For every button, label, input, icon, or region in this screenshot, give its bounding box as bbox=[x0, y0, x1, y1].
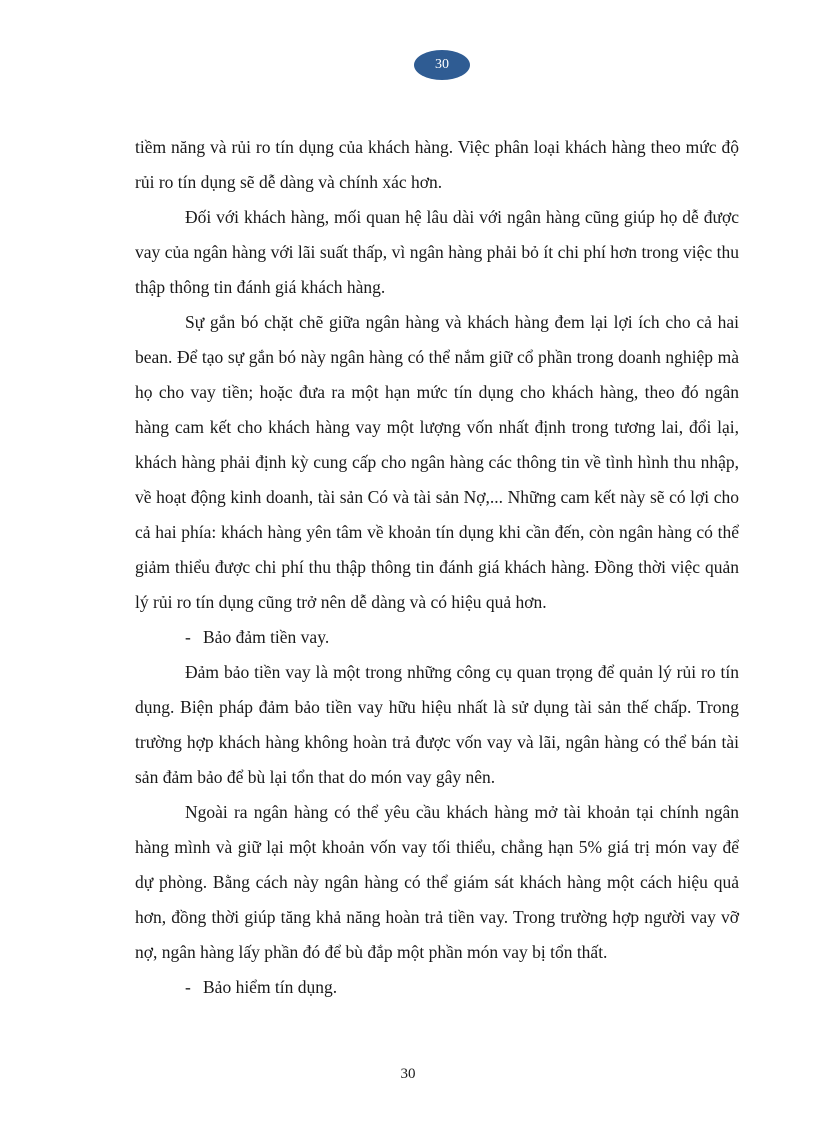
footer-page-number: 30 bbox=[400, 1066, 416, 1082]
paragraph: Đối với khách hàng, mối quan hệ lâu dài với ngân hàng cũng giúp họ dễ được vay của ngân hàng với lãi suất thấp, vì ngân hàng phải bỏ ít chi phí hơn trong việc thu thập thông tin đánh giá khách hàng. bbox=[135, 207, 739, 297]
bullet-text: Bảo hiểm tín dụng. bbox=[203, 977, 338, 997]
bullet-dash: - bbox=[185, 627, 191, 647]
paragraph: Ngoài ra ngân hàng có thể yêu cầu khách hàng mở tài khoản tại chính ngân hàng mình và giữ lại một khoản vốn vay tối thiểu, chẳng hạn 5% giá trị món vay để dự phòng. Bằng cách này ngân hàng có thể giám sát khách hàng một cách hiệu quả hơn, đồng thời giúp tăng khả năng hoàn trả tiền vay. Trong trường hợp người vay vỡ nợ, ngân hàng lấy phần đó để bù đắp một phần món vay bị tổn thất. bbox=[135, 802, 739, 962]
bullet-text: Bảo đảm tiền vay. bbox=[203, 627, 330, 647]
bullet-item bbox=[135, 970, 739, 1005]
paragraph: Sự gắn bó chặt chẽ giữa ngân hàng và khách hàng đem lại lợi ích cho cả hai bean. Để tạo sự gắn bó này ngân hàng có thể nắm giữ cổ phần trong doanh nghiệp mà họ cho vay tiền; hoặc đưa ra một hạn mức tín dụng cho khách hàng, theo đó ngân hàng cam kết cho khách hàng vay một lượng vốn nhất định trong tương lai, đổi lại, khách hàng phải định kỳ cung cấp cho ngân hàng các thông tin về tình hình thu nhập, về hoạt động kinh doanh, tài sản Có và tài sản Nợ,... Những cam kết này sẽ có lợi cho cả hai phía: khách hàng yên tâm về khoản tín dụng khi cần đến, còn ngân hàng có thể giảm thiểu được chi phí thu thập thông tin đánh giá khách hàng. Đồng thời việc quản lý rủi ro tín dụng cũng trở nên dễ dàng và có hiệu quả hơn. bbox=[135, 312, 739, 612]
document-body bbox=[135, 130, 739, 1005]
bullet-item bbox=[135, 620, 739, 655]
page-number-badge: 30 bbox=[414, 50, 470, 80]
paragraph: Đảm bảo tiền vay là một trong những công cụ quan trọng để quản lý rủi ro tín dụng. Biện pháp đảm bảo tiền vay hữu hiệu nhất là sử dụng tài sản thế chấp. Trong trường hợp khách hàng không hoàn trả được vốn vay và lãi, ngân hàng có thể bán tài sản đảm bảo để bù lại tổn that do món vay gây nên. bbox=[135, 662, 739, 787]
bullet-dash: - bbox=[185, 977, 191, 997]
paragraph-continuation: tiềm năng và rủi ro tín dụng của khách hàng. Việc phân loại khách hàng theo mức độ rủi ro tín dụng sẽ dễ dàng và chính xác hơn. bbox=[135, 137, 739, 192]
